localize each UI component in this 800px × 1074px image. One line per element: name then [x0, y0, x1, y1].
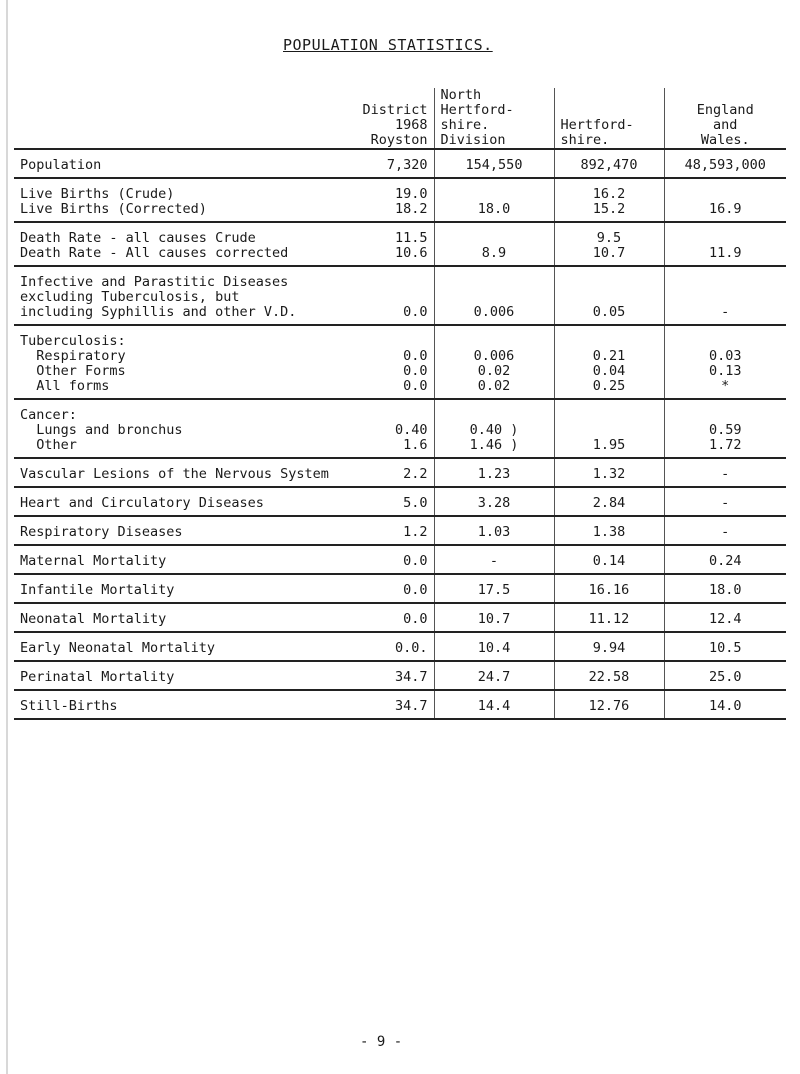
cell-line: 0.006 — [473, 304, 515, 320]
cell-line: 18.0 — [477, 201, 511, 217]
cell-line: 7,320 — [386, 157, 428, 173]
row-label — [14, 690, 314, 719]
value-cell — [314, 545, 434, 574]
cell-line: and — [713, 117, 738, 133]
header-blank — [14, 88, 314, 149]
row-label — [14, 266, 314, 325]
cell-line: Wales. — [700, 132, 750, 148]
cell-line: 17.5 — [477, 582, 511, 598]
value-cell — [554, 178, 664, 222]
cell-line: 3.28 — [477, 495, 511, 511]
cell-line: All forms — [20, 378, 110, 394]
column-header — [664, 88, 786, 149]
table-row — [14, 661, 786, 690]
cell-line: 14.4 — [477, 698, 511, 714]
cell-line: 1.46 ) — [469, 437, 519, 453]
cell-line: 5.0 — [403, 495, 428, 511]
cell-line: Other — [20, 437, 77, 453]
value-cell — [554, 222, 664, 266]
table-row — [14, 458, 786, 487]
value-cell — [314, 458, 434, 487]
cell-line: Respiratory — [20, 348, 126, 364]
cell-line: 0.0 — [403, 363, 428, 379]
cell-line: Division — [440, 132, 506, 148]
cell-line: shire. — [440, 117, 490, 133]
cell-line: England — [696, 102, 754, 118]
cell-line: Death Rate - All causes corrected — [20, 245, 289, 261]
value-cell — [314, 603, 434, 632]
row-label — [14, 458, 329, 487]
value-cell — [554, 487, 664, 516]
value-cell — [434, 661, 554, 690]
value-cell — [664, 545, 786, 574]
cell-line: 15.2 — [592, 201, 626, 217]
cell-line: 1.38 — [592, 524, 626, 540]
cell-line: 892,470 — [580, 157, 638, 173]
table-row — [14, 266, 786, 325]
table-row — [14, 487, 786, 516]
cell-line: 154,550 — [465, 157, 523, 173]
table-row — [14, 603, 786, 632]
value-cell — [554, 325, 664, 399]
cell-line: Cancer: — [20, 407, 77, 423]
cell-line: 0.02 — [477, 363, 511, 379]
cell-line: 0.25 — [592, 378, 626, 394]
value-cell — [314, 632, 434, 661]
value-cell — [554, 149, 664, 178]
value-cell — [554, 458, 664, 487]
cell-line: 2.84 — [592, 495, 626, 511]
value-cell — [314, 661, 434, 690]
cell-line: 0.05 — [592, 304, 626, 320]
table-row — [14, 149, 786, 178]
cell-line: 18.2 — [394, 201, 428, 217]
value-cell — [314, 487, 434, 516]
page-edge — [6, 0, 8, 1074]
cell-line: 0.0 — [403, 611, 428, 627]
column-header — [314, 88, 434, 149]
value-cell — [314, 222, 434, 266]
table-row — [14, 178, 786, 222]
value-cell — [434, 149, 554, 178]
value-cell — [554, 399, 664, 458]
value-cell — [554, 632, 664, 661]
row-label — [14, 545, 314, 574]
table-row — [14, 574, 786, 603]
cell-line: 0.0 — [403, 378, 428, 394]
table-row — [14, 632, 786, 661]
cell-line: Early Neonatal Mortality — [20, 640, 216, 656]
page-number: - 9 - — [360, 1034, 403, 1050]
cell-line: 1968 — [394, 117, 428, 133]
value-cell — [314, 574, 434, 603]
row-label — [14, 574, 314, 603]
value-cell — [664, 266, 786, 325]
cell-line: Neonatal Mortality — [20, 611, 167, 627]
value-cell — [554, 661, 664, 690]
table-row — [14, 690, 786, 719]
value-cell — [434, 178, 554, 222]
cell-line: 11.5 — [394, 230, 428, 246]
value-cell — [314, 266, 434, 325]
cell-line: 34.7 — [394, 698, 428, 714]
value-cell — [314, 325, 434, 399]
value-cell — [664, 632, 786, 661]
cell-line: shire. — [560, 132, 610, 148]
row-label — [14, 325, 314, 399]
value-cell — [664, 178, 786, 222]
table-row — [14, 516, 786, 545]
column-header — [554, 88, 664, 149]
cell-line: 8.9 — [481, 245, 507, 261]
cell-line: 0.24 — [708, 553, 742, 569]
value-cell — [434, 325, 554, 399]
value-cell — [664, 458, 786, 487]
value-cell — [434, 222, 554, 266]
cell-line: 48,593,000 — [684, 157, 766, 173]
statistics-table — [14, 88, 786, 720]
table-row — [14, 399, 786, 458]
row-label — [14, 516, 314, 545]
cell-line: Live Births (Corrected) — [20, 201, 207, 217]
row-label — [14, 399, 314, 458]
cell-line: 0.0 — [403, 582, 428, 598]
cell-line: including Syphillis and other V.D. — [20, 304, 297, 320]
cell-line: 0.0 — [403, 348, 428, 364]
cell-line: 1.23 — [477, 466, 511, 482]
cell-line: 12.76 — [588, 698, 630, 714]
cell-line: 10.5 — [708, 640, 742, 656]
cell-line: North — [440, 87, 482, 103]
cell-line: Vascular Lesions of the Nervous System — [20, 466, 329, 482]
cell-line: 11.9 — [708, 245, 742, 261]
cell-line: 16.16 — [588, 582, 630, 598]
cell-line: Still-Births — [20, 698, 118, 714]
cell-line: 18.0 — [708, 582, 742, 598]
value-cell — [664, 487, 786, 516]
cell-line: Respiratory Diseases — [20, 524, 183, 540]
value-cell — [554, 574, 664, 603]
cell-line: excluding Tuberculosis, but — [20, 289, 240, 305]
cell-line: Heart and Circulatory Diseases — [20, 495, 264, 511]
cell-line: 16.2 — [592, 186, 626, 202]
value-cell — [554, 516, 664, 545]
value-cell — [664, 574, 786, 603]
cell-line: Population — [20, 157, 102, 173]
value-cell — [434, 487, 554, 516]
row-label — [14, 178, 314, 222]
row-label — [14, 603, 314, 632]
cell-line: Live Births (Crude) — [20, 186, 175, 202]
value-cell — [664, 661, 786, 690]
cell-line: 9.5 — [596, 230, 622, 246]
cell-line: 1.95 — [592, 437, 626, 453]
cell-line: 19.0 — [394, 186, 428, 202]
cell-line: 0.03 — [708, 348, 742, 364]
cell-line: Death Rate - all causes Crude — [20, 230, 256, 246]
value-cell — [314, 178, 434, 222]
cell-line: 10.6 — [394, 245, 428, 261]
cell-line: 10.7 — [477, 611, 511, 627]
value-cell — [664, 325, 786, 399]
value-cell — [434, 545, 554, 574]
cell-line: 0.14 — [592, 553, 626, 569]
cell-line: Tuberculosis: — [20, 333, 126, 349]
value-cell — [314, 399, 434, 458]
cell-line: - — [489, 553, 499, 569]
cell-line: 0.0 — [403, 553, 428, 569]
cell-line: 11.12 — [588, 611, 630, 627]
cell-line: 0.40 ) — [469, 422, 519, 438]
cell-line: Hertford- — [440, 102, 514, 118]
cell-line: 22.58 — [588, 669, 630, 685]
cell-line: - — [721, 495, 730, 511]
row-label — [14, 661, 314, 690]
cell-line: 1.2 — [403, 524, 428, 540]
row-label — [14, 149, 314, 178]
value-cell — [554, 690, 664, 719]
row-label — [14, 632, 314, 661]
table-row — [14, 325, 786, 399]
cell-line: Infantile Mortality — [20, 582, 175, 598]
column-header — [434, 88, 554, 149]
cell-line: Other Forms — [20, 363, 126, 379]
cell-line: 0.40 — [394, 422, 428, 438]
cell-line: 16.9 — [708, 201, 742, 217]
cell-line: 24.7 — [477, 669, 511, 685]
value-cell — [434, 603, 554, 632]
cell-line: - — [721, 304, 730, 320]
cell-line: 0.006 — [473, 348, 515, 364]
cell-line: Infective and Parastitic Diseases — [20, 274, 289, 290]
value-cell — [664, 222, 786, 266]
row-label — [14, 487, 314, 516]
value-cell — [664, 399, 786, 458]
cell-line: 0.21 — [592, 348, 626, 364]
cell-line: 34.7 — [394, 669, 428, 685]
value-cell — [554, 545, 664, 574]
cell-line: 2.2 — [403, 466, 428, 482]
cell-line: 1.72 — [708, 437, 742, 453]
cell-line: Maternal Mortality — [20, 553, 167, 569]
value-cell — [554, 603, 664, 632]
cell-line: - — [721, 466, 730, 482]
row-label — [14, 222, 314, 266]
cell-line: Hertford- — [560, 117, 634, 133]
cell-line: Royston — [370, 132, 428, 148]
value-cell — [434, 574, 554, 603]
cell-line: 10.4 — [477, 640, 511, 656]
cell-line: Lungs and bronchus — [20, 422, 183, 438]
cell-line: * — [721, 378, 730, 394]
cell-line: 1.03 — [477, 524, 511, 540]
cell-line: 0.0 — [403, 304, 428, 320]
cell-line: 9.94 — [592, 640, 626, 656]
value-cell — [664, 690, 786, 719]
cell-line: 0.13 — [708, 363, 742, 379]
cell-line: 12.4 — [708, 611, 742, 627]
value-cell — [434, 632, 554, 661]
cell-line: 0.04 — [592, 363, 626, 379]
value-cell — [664, 603, 786, 632]
cell-line: District — [362, 102, 428, 118]
table-row — [14, 222, 786, 266]
table-row — [14, 545, 786, 574]
value-cell — [434, 690, 554, 719]
value-cell — [554, 266, 664, 325]
cell-line: 1.6 — [403, 437, 428, 453]
value-cell — [434, 458, 554, 487]
value-cell — [434, 516, 554, 545]
page-title: POPULATION STATISTICS. — [283, 36, 493, 54]
value-cell — [314, 149, 434, 178]
header-row — [14, 88, 786, 149]
value-cell — [314, 690, 434, 719]
cell-line: - — [721, 524, 730, 540]
cell-line: 14.0 — [708, 698, 742, 714]
value-cell — [664, 516, 786, 545]
cell-line: 0.59 — [708, 422, 742, 438]
value-cell — [434, 399, 554, 458]
cell-line: 25.0 — [708, 669, 742, 685]
cell-line: 0.0. — [394, 640, 428, 656]
value-cell — [434, 266, 554, 325]
cell-line: 1.32 — [592, 466, 626, 482]
cell-line: 10.7 — [592, 245, 626, 261]
cell-line: Perinatal Mortality — [20, 669, 175, 685]
cell-line: 0.02 — [477, 378, 511, 394]
value-cell — [664, 149, 786, 178]
value-cell — [314, 516, 434, 545]
